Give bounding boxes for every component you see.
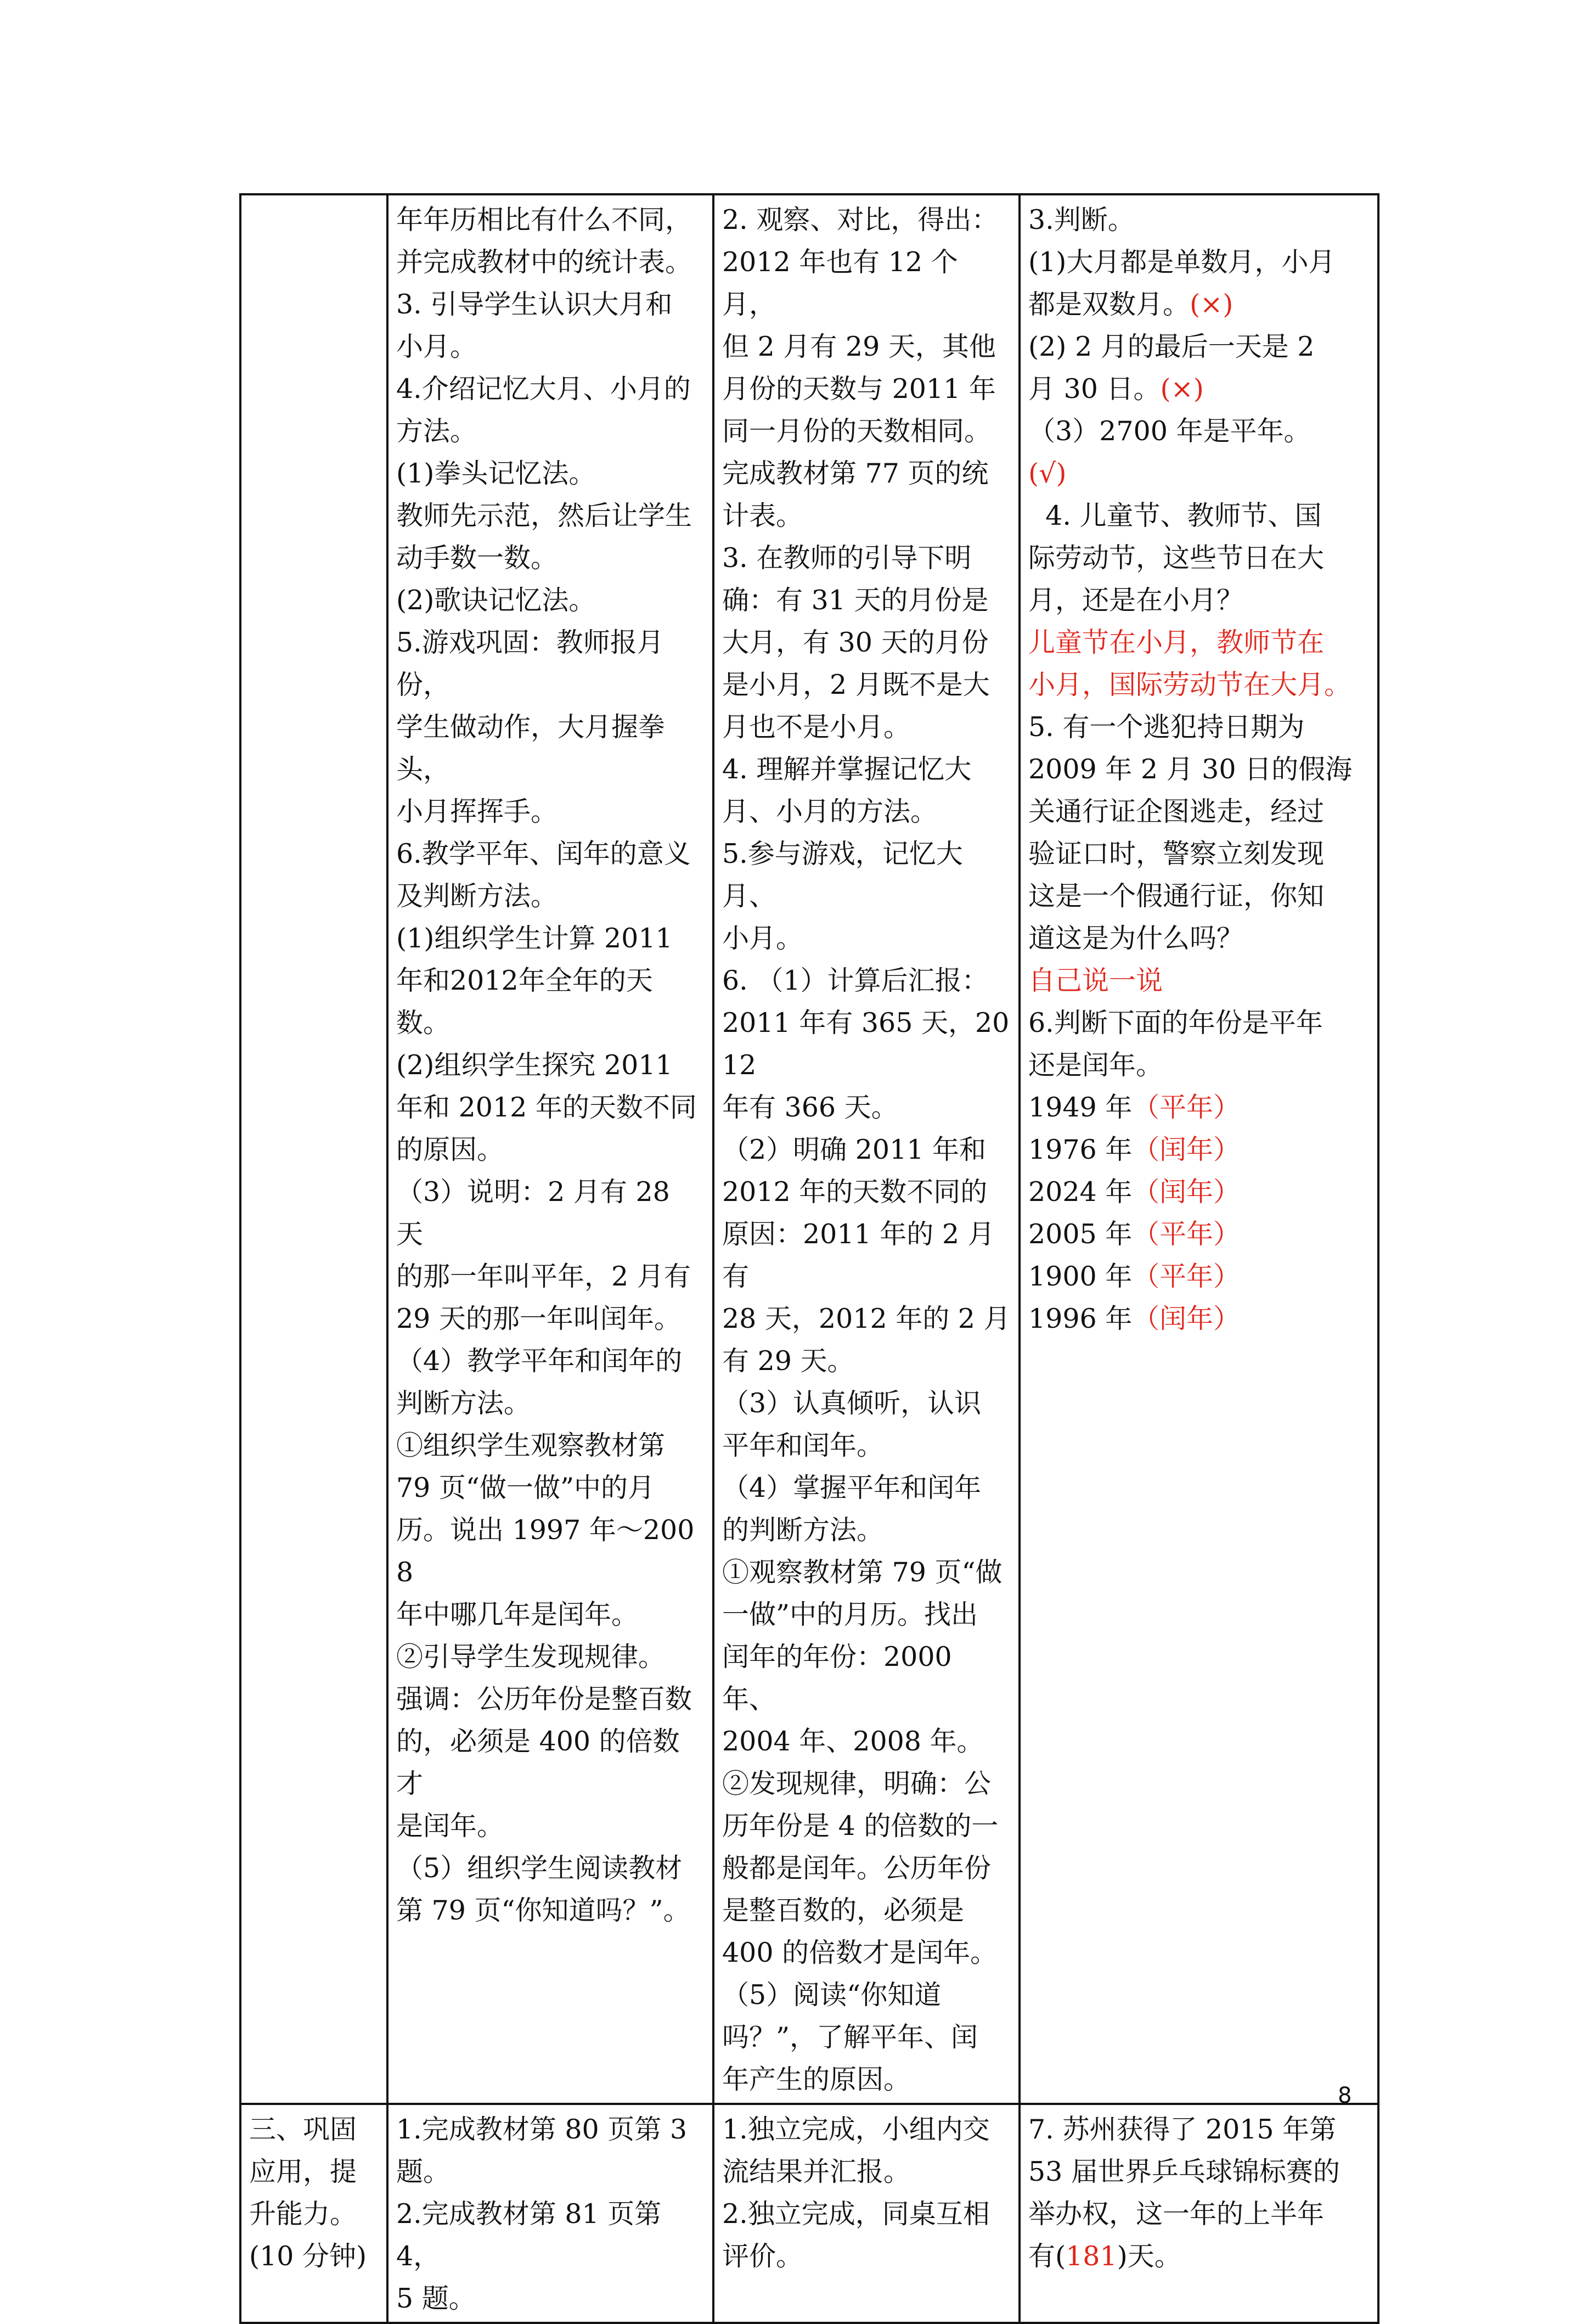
year-answer: （闰年） bbox=[1133, 1134, 1241, 1165]
text-line: 关通行证企图逃走，经过 bbox=[1028, 796, 1325, 827]
text-line: 第 79 页“你知道吗？”。 bbox=[396, 1895, 690, 1926]
text-line: 月、小月的方法。 bbox=[722, 796, 938, 827]
text-line: 确：有 31 天的月份是 bbox=[722, 585, 989, 616]
year-answer: （闰年） bbox=[1133, 1176, 1241, 1208]
year-label: 1949 年 bbox=[1028, 1092, 1133, 1123]
text-line: （4）教学平年和闰年的 bbox=[396, 1345, 683, 1377]
text-line: 3. 在教师的引导下明 bbox=[722, 542, 972, 574]
text-line: 5.游戏巩固：教师报月份， bbox=[396, 627, 664, 700]
exercise-line: 6.判断下面的年份是平年 bbox=[1028, 1007, 1323, 1038]
text-line: 2012 年也有 12 个月， bbox=[722, 246, 958, 320]
year-row bbox=[1028, 1255, 1370, 1298]
text-line: 完成教材第 77 页的统 bbox=[722, 458, 989, 489]
year-answer: （平年） bbox=[1133, 1219, 1241, 1250]
text-line: 5.参与游戏，记忆大月、 bbox=[722, 838, 963, 912]
year-judgement-list bbox=[1028, 1086, 1370, 1340]
text-line: 同一月份的天数相同。 bbox=[722, 416, 992, 447]
text-line: 1.完成教材第 80 页第 3 bbox=[396, 2114, 688, 2145]
text-line: 小月。 bbox=[722, 923, 803, 954]
text-line: 应用，提 bbox=[249, 2156, 357, 2187]
exercise-line: (2) 2 月的最后一天是 2 bbox=[1028, 331, 1315, 362]
text-line: 原因：2011 年的 2 月有 bbox=[722, 1219, 995, 1292]
exercise-line: 月 30 日。(×) bbox=[1028, 373, 1204, 405]
lesson-plan-table bbox=[239, 193, 1379, 2324]
text-line: 题。 bbox=[396, 2156, 451, 2187]
student-activity-cell bbox=[713, 2104, 1020, 2323]
year-row bbox=[1028, 1171, 1370, 1213]
text-line: 并完成教材中的统计表。 bbox=[396, 246, 692, 278]
answer-mark: (×) bbox=[1190, 289, 1234, 320]
exercise-line: 还是闰年。 bbox=[1028, 1049, 1163, 1081]
text-line: 年中哪几年是闰年。 bbox=[396, 1599, 639, 1630]
text-line: 小月挥挥手。 bbox=[396, 796, 558, 827]
text-line: 大月，有 30 天的月份 bbox=[722, 627, 989, 658]
text-line: 年产生的原因。 bbox=[722, 2064, 911, 2095]
year-answer: （闰年） bbox=[1133, 1303, 1241, 1334]
text-line: 年和 2012 年的天数不同 bbox=[396, 1092, 697, 1123]
text-line: 但 2 月有 29 天，其他 bbox=[722, 331, 996, 362]
year-answer: （平年） bbox=[1133, 1261, 1241, 1292]
student-activity-lines bbox=[722, 199, 1011, 2101]
text-line: 2. 观察、对比，得出： bbox=[722, 204, 999, 235]
text-line: 2012 年的天数不同的 bbox=[722, 1176, 988, 1208]
teacher-activity-cell bbox=[387, 194, 713, 2104]
text-line: 6.教学平年、闰年的意义 bbox=[396, 838, 691, 869]
year-label: 1976 年 bbox=[1028, 1134, 1133, 1165]
text-line: （3）说明：2 月有 28 天 bbox=[396, 1176, 679, 1250]
text-line: 平年和闰年。 bbox=[722, 1430, 884, 1461]
text-line: 评价。 bbox=[722, 2241, 803, 2272]
text-line: 5 题。 bbox=[396, 2283, 476, 2314]
text-line: 400 的倍数才是闰年。 bbox=[722, 1937, 998, 1968]
year-row bbox=[1028, 1298, 1370, 1340]
text-line: 是整百数的，必须是 bbox=[722, 1895, 965, 1926]
text-line: (2)组织学生探究 2011 bbox=[396, 1049, 673, 1081]
text-line: 的，必须是 400 的倍数才 bbox=[396, 1726, 680, 1799]
exercise-q5-lines bbox=[1028, 706, 1370, 959]
teacher-activity-lines bbox=[396, 2108, 705, 2320]
text-line: 一做”中的月历。找出 bbox=[722, 1599, 978, 1630]
text-line: 判断方法。 bbox=[396, 1388, 531, 1419]
student-activity-cell bbox=[713, 194, 1020, 2104]
exercise-line: 3.判断。 bbox=[1028, 204, 1135, 235]
text-line: ①观察教材第 79 页“做 bbox=[722, 1557, 1003, 1588]
year-label: 2024 年 bbox=[1028, 1176, 1133, 1208]
text-line: 4.介绍记忆大月、小月的 bbox=[396, 373, 691, 405]
answer-text: 自己说一说 bbox=[1028, 965, 1163, 996]
text-line: （5）阅读“你知道 bbox=[722, 1979, 942, 2011]
year-answer: （平年） bbox=[1133, 1092, 1241, 1123]
year-row bbox=[1028, 1213, 1370, 1255]
exercise-line: 有(181)天。 bbox=[1028, 2241, 1181, 2272]
text-line: 月也不是小月。 bbox=[722, 711, 911, 743]
text-line: 4. 理解并掌握记忆大 bbox=[722, 754, 972, 785]
text-line: (1)拳头记忆法。 bbox=[396, 458, 596, 489]
text-line: 是闰年。 bbox=[396, 1810, 504, 1842]
text-line: 教师先示范，然后让学生 bbox=[396, 500, 692, 531]
text-line: 年和2012年全年的天数。 bbox=[396, 965, 653, 1038]
text-line: 2009 年 2 月 30 日的假海 bbox=[1028, 754, 1353, 785]
answer-mark: (×) bbox=[1160, 373, 1204, 405]
text-line: 的判断方法。 bbox=[722, 1514, 884, 1546]
text-line: 道这是为什么吗？ bbox=[1028, 923, 1244, 954]
text-line: 6. （1）计算后汇报： bbox=[722, 965, 989, 996]
exercise-line: 月，还是在小月？ bbox=[1028, 585, 1244, 616]
stage-cell bbox=[240, 2104, 387, 2323]
text-line: 三、巩固 bbox=[249, 2114, 357, 2145]
student-activity-lines bbox=[722, 2108, 1011, 2277]
text-line: 年年历相比有什么不同， bbox=[396, 204, 692, 235]
text-line: 历。说出 1997 年～2008 bbox=[396, 1514, 695, 1588]
answer-text: 小月，国际劳动节在大月。 bbox=[1028, 669, 1352, 700]
text-line: 有 29 天。 bbox=[722, 1345, 854, 1377]
text-line: （2）明确 2011 年和 bbox=[722, 1134, 987, 1165]
stage-lines bbox=[249, 2108, 379, 2277]
text-line: 验证口时，警察立刻发现 bbox=[1028, 838, 1325, 869]
text-line: 1.独立完成，小组内交 bbox=[722, 2114, 990, 2145]
text-line: 5. 有一个逃犯持日期为 bbox=[1028, 711, 1305, 743]
text-line: 计表。 bbox=[722, 500, 803, 531]
page-number: 8 bbox=[1338, 2083, 1352, 2108]
text-line: 方法。 bbox=[396, 416, 477, 447]
text-line: （3）认真倾听，认识 bbox=[722, 1388, 982, 1419]
text-line: 2011 年有 365 天，2012 bbox=[722, 1007, 1010, 1081]
year-label: 1996 年 bbox=[1028, 1303, 1133, 1334]
text-line: 月份的天数与 2011 年 bbox=[722, 373, 996, 405]
text-line: 学生做动作，大月握拳头， bbox=[396, 711, 666, 785]
exercise-line: 7. 苏州获得了 2015 年第 bbox=[1028, 2114, 1337, 2145]
text-line: （4）掌握平年和闰年 bbox=[722, 1472, 982, 1503]
text-line: (1)组织学生计算 2011 bbox=[396, 923, 673, 954]
text-line: 这是一个假通行证，你知 bbox=[1028, 880, 1325, 912]
text-line: 历年份是 4 的倍数的一 bbox=[722, 1810, 999, 1842]
answer-text: 儿童节在小月，教师节在 bbox=[1028, 627, 1325, 658]
exercise-line: 4. 儿童节、教师节、国 bbox=[1028, 500, 1322, 531]
text-line: 强调：公历年份是整百数 bbox=[396, 1683, 692, 1715]
text-line: 小月。 bbox=[396, 331, 477, 362]
exercise-line: 际劳动节，这些节日在大 bbox=[1028, 542, 1325, 574]
teacher-activity-cell bbox=[387, 2104, 713, 2323]
text-line: 的原因。 bbox=[396, 1134, 504, 1165]
text-line: 升能力。 bbox=[249, 2198, 357, 2230]
year-row bbox=[1028, 1129, 1370, 1171]
exercise-line: 都是双数月。(×) bbox=[1028, 289, 1234, 320]
text-line: 29 天的那一年叫闰年。 bbox=[396, 1303, 681, 1334]
answer-mark: (√) bbox=[1028, 458, 1067, 489]
stage-cell-empty bbox=[240, 194, 387, 2104]
text-line: 是小月，2 月既不是大 bbox=[722, 669, 990, 700]
text-line: 2.独立完成，同桌互相 bbox=[722, 2198, 990, 2230]
exercise-line: (1)大月都是单数月，小月 bbox=[1028, 246, 1336, 278]
table-row bbox=[240, 2104, 1378, 2323]
text-line: (2)歌诀记忆法。 bbox=[396, 585, 596, 616]
text-line: 年有 366 天。 bbox=[722, 1092, 898, 1123]
text-line: (10 分钟) bbox=[249, 2241, 367, 2272]
exercise-line: 举办权，这一年的上半年 bbox=[1028, 2198, 1325, 2230]
text-line: ②发现规律，明确：公 bbox=[722, 1768, 992, 1799]
text-line: 3. 引导学生认识大月和 bbox=[396, 289, 673, 320]
table-row bbox=[240, 194, 1378, 2104]
answer-mark: 181 bbox=[1066, 2241, 1117, 2272]
text-line: 吗？”，了解平年、闰 bbox=[722, 2022, 978, 2053]
year-label: 2005 年 bbox=[1028, 1219, 1133, 1250]
text-line: 的那一年叫平年，2 月有 bbox=[396, 1261, 691, 1292]
exercise-cell bbox=[1020, 2104, 1378, 2323]
text-line: 般都是闰年。公历年份 bbox=[722, 1853, 992, 1884]
text-line: 闰年的年份：2000 年、 bbox=[722, 1641, 961, 1715]
text-line: （5）组织学生阅读教材 bbox=[396, 1853, 683, 1884]
text-line: 动手数一数。 bbox=[396, 542, 558, 574]
text-line: 2.完成教材第 81 页第 4， bbox=[396, 2198, 670, 2272]
year-row bbox=[1028, 1086, 1370, 1129]
exercise-line: 53 届世界乒乓球锦标赛的 bbox=[1028, 2156, 1340, 2187]
text-line: ①组织学生观察教材第 bbox=[396, 1430, 666, 1461]
text-line: ②引导学生发现规律。 bbox=[396, 1641, 666, 1672]
text-line: 79 页“做一做”中的月 bbox=[396, 1472, 655, 1503]
exercise-cell bbox=[1020, 194, 1378, 2104]
text-line: 28 天，2012 年的 2 月 bbox=[722, 1303, 1011, 1334]
teacher-activity-lines bbox=[396, 199, 705, 1932]
year-label: 1900 年 bbox=[1028, 1261, 1133, 1292]
text-line: 2004 年、2008 年。 bbox=[722, 1726, 984, 1757]
exercise-line: （3）2700 年是平年。 bbox=[1028, 416, 1311, 447]
text-line: 及判断方法。 bbox=[396, 880, 558, 912]
text-line: 流结果并汇报。 bbox=[722, 2156, 911, 2187]
